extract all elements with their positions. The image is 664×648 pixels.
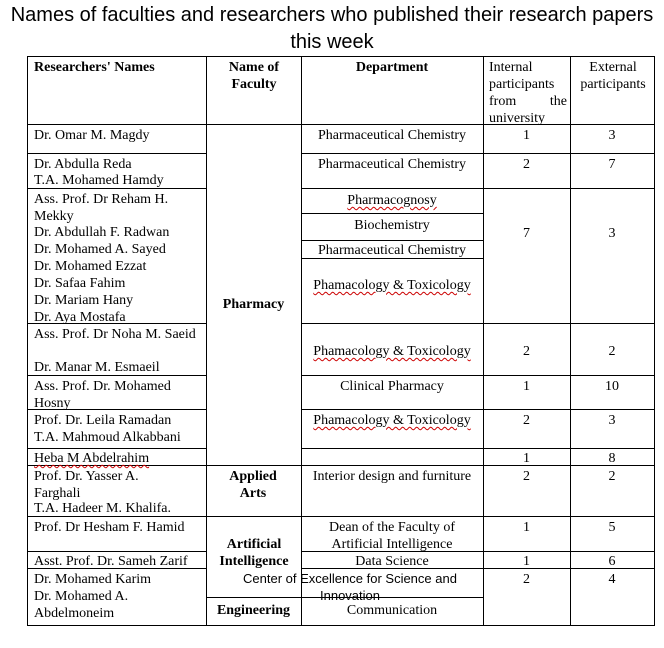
researcher-name: Prof. Dr Hesham F. Hamid xyxy=(34,520,185,535)
external-cell: 2 xyxy=(608,344,616,359)
internal-cell: 2 xyxy=(523,572,530,587)
internal-cell: 7 xyxy=(523,226,530,241)
researcher-name: Asst. Prof. Dr. Sameh Zarif xyxy=(34,554,188,569)
internal-cell: 1 xyxy=(523,128,530,143)
department-cell: Communication xyxy=(346,603,438,618)
internal-cell: 1 xyxy=(523,554,530,569)
external-cell: 2 xyxy=(608,469,616,484)
department-cell: Interior design and furniture xyxy=(312,469,472,484)
page-title: Names of faculties and researchers who published their research papers this week xyxy=(10,4,654,53)
researcher-name: Heba M Abdelrahim xyxy=(34,451,150,466)
researcher-name: Ass. Prof. Dr Reham H. Mekky xyxy=(34,192,169,224)
department-cell: Phamacology & Toxicology xyxy=(313,413,471,428)
department-cell: Pharmaceutical Chemistry xyxy=(317,128,467,143)
internal-cell: 2 xyxy=(523,469,530,484)
department-cell: Phamacology & Toxicology xyxy=(313,344,471,359)
researcher-name: Ass. Prof. Dr. Mohamed Hosny xyxy=(34,379,171,411)
faculty-engineering: Engineering xyxy=(216,603,291,618)
external-cell: 4 xyxy=(608,572,616,587)
researcher-name: Prof. Dr. Leila Ramadan xyxy=(34,413,172,428)
researcher-name: Dr. Omar M. Magdy xyxy=(34,128,150,143)
external-cell: 7 xyxy=(608,157,616,172)
researcher-name: Ass. Prof. Dr Noha M. Saeid xyxy=(34,327,196,342)
researcher-name: T.A. Hadeer M. Khalifa. xyxy=(34,501,171,516)
header-external: External participants xyxy=(580,60,646,92)
external-cell: 6 xyxy=(608,554,616,569)
external-cell: 3 xyxy=(608,413,616,428)
department-cell: Center of Excellence for Science and Innovation xyxy=(243,571,457,603)
external-cell: 3 xyxy=(608,128,616,143)
internal-cell: 2 xyxy=(523,413,530,428)
department-cell: Phamacology & Toxicology xyxy=(313,278,471,293)
department-cell: Biochemistry xyxy=(354,218,430,233)
internal-cell: 1 xyxy=(523,451,530,466)
faculty-ai: Artificial Intelligence xyxy=(219,537,289,569)
internal-cell: 1 xyxy=(523,379,530,394)
department-cell: Pharmaceutical Chemistry xyxy=(317,157,467,172)
external-cell: 3 xyxy=(608,226,616,241)
internal-cell: 2 xyxy=(523,157,530,172)
researcher-name: Dr. Mohamed Ezzat xyxy=(34,259,147,274)
external-cell: 10 xyxy=(605,379,619,394)
researcher-name: Dr. Manar M. Esmaeil xyxy=(34,360,160,375)
faculty-applied-arts: Applied Arts xyxy=(229,469,277,501)
internal-cell: 2 xyxy=(523,344,530,359)
department-cell: Pharmaceutical Chemistry xyxy=(317,243,467,258)
department-cell: Dean of the Faculty of Artificial Intelligence xyxy=(329,520,455,552)
external-cell: 5 xyxy=(608,520,616,535)
researcher-name: Dr. Mohamed A. Sayed xyxy=(34,242,166,257)
header-researchers: Researchers' Names xyxy=(34,60,155,75)
internal-cell: 1 xyxy=(523,520,530,535)
header-internal: Internal participants from the university xyxy=(489,60,567,126)
researcher-name: Dr. Aya Mostafa xyxy=(34,310,126,325)
department-cell: Clinical Pharmacy xyxy=(340,379,444,394)
researcher-name: Dr. Safaa Fahim xyxy=(34,276,126,291)
researcher-name: Dr. Abdullah F. Radwan xyxy=(34,225,170,240)
researcher-name: Dr. Mohamed Karim xyxy=(34,572,152,587)
header-faculty: Name of Faculty xyxy=(228,60,280,92)
external-cell: 8 xyxy=(608,451,616,466)
researcher-name: T.A. Mahmoud Alkabbani xyxy=(34,430,181,445)
researcher-name: Prof. Dr. Yasser A. Farghali xyxy=(34,469,139,501)
researcher-name: Dr. Mariam Hany xyxy=(34,293,134,308)
department-cell: Pharmacognosy xyxy=(347,193,437,208)
researcher-name: Dr. Mohamed A. Abdelmoneim xyxy=(34,589,129,621)
researcher-name: Dr. Abdulla Reda xyxy=(34,157,132,172)
department-cell: Data Science xyxy=(355,554,429,569)
researcher-name: T.A. Mohamed Hamdy xyxy=(34,173,164,188)
faculty-pharmacy: Pharmacy xyxy=(222,297,285,312)
header-department: Department xyxy=(355,60,429,75)
